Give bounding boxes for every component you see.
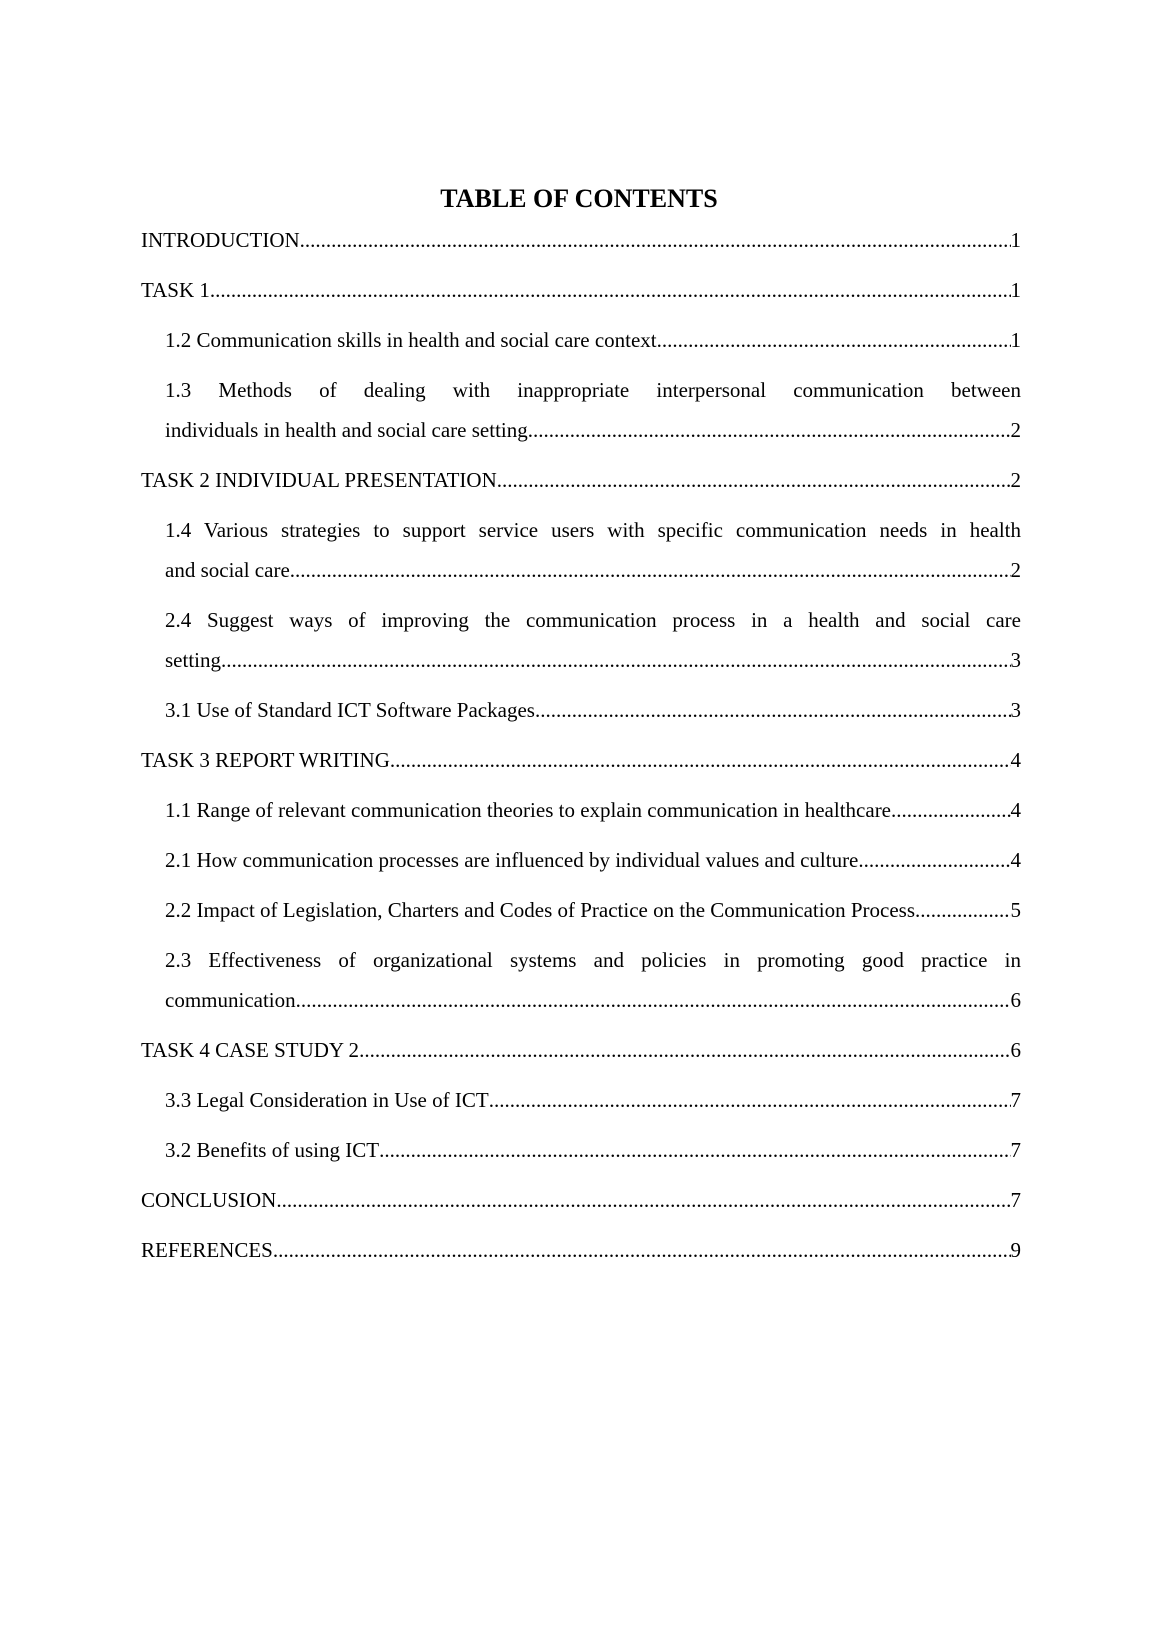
toc-entry-page: 2 xyxy=(1010,558,1021,582)
toc-title: TABLE OF CONTENTS xyxy=(440,184,718,213)
toc-entry-label: 2.1 How communication processes are influenced by individual values and culture xyxy=(165,848,859,872)
toc-entry-conclusion[interactable] xyxy=(141,1180,1021,1220)
toc-entry-page: 2 xyxy=(1010,468,1021,492)
dot-leader xyxy=(221,640,1011,680)
dot-leader xyxy=(379,1130,1010,1170)
toc-entry-label: TASK 3 REPORT WRITING xyxy=(141,748,390,772)
toc-entry-page: 1 xyxy=(1010,278,1021,302)
toc-entry-label: and social care xyxy=(165,558,290,582)
toc-entry-first-line: 1.4 Various strategies to support service users with specific communication needs in health xyxy=(165,518,1021,542)
toc-entry-task-2[interactable] xyxy=(141,460,1021,500)
toc-entry-label: REFERENCES xyxy=(141,1238,273,1262)
toc-entry-page: 4 xyxy=(1010,848,1021,872)
dot-leader xyxy=(300,220,1011,260)
toc-entry-1-1[interactable] xyxy=(141,790,1021,830)
toc-entry-label: TASK 4 CASE STUDY 2 xyxy=(141,1038,360,1062)
toc-entry-task-4[interactable] xyxy=(141,1030,1021,1070)
toc-entry-label: TASK 1 xyxy=(141,278,210,302)
dot-leader xyxy=(891,790,1010,830)
dot-leader xyxy=(359,1030,1010,1070)
toc-entry-page: 2 xyxy=(1010,418,1021,442)
toc-entry-page: 1 xyxy=(1010,328,1021,352)
toc-entry-label: individuals in health and social care setting xyxy=(165,418,528,442)
dot-leader xyxy=(535,690,1011,730)
toc-entry-2-4[interactable] xyxy=(141,600,1021,680)
toc-entry-page: 5 xyxy=(1010,898,1021,922)
toc-entry-label: 3.1 Use of Standard ICT Software Packages xyxy=(165,698,535,722)
toc-entry-2-2[interactable] xyxy=(141,890,1021,930)
dot-leader xyxy=(489,1080,1011,1120)
toc-entry-label: INTRODUCTION xyxy=(141,228,300,252)
toc-entry-label: CONCLUSION xyxy=(141,1188,277,1212)
toc-entry-page: 7 xyxy=(1010,1188,1021,1212)
toc-entry-page: 6 xyxy=(1010,988,1021,1012)
toc-entry-3-3[interactable] xyxy=(141,1080,1021,1120)
dot-leader xyxy=(390,740,1011,780)
toc-entry-label: 3.2 Benefits of using ICT xyxy=(165,1138,380,1162)
toc-entry-label: setting xyxy=(165,648,221,672)
dot-leader xyxy=(915,890,1011,930)
toc-entry-2-1[interactable] xyxy=(141,840,1021,880)
dot-leader xyxy=(528,410,1011,450)
dot-leader xyxy=(210,270,1011,310)
toc-entry-1-2[interactable] xyxy=(141,320,1021,360)
toc-list xyxy=(141,220,1021,1280)
toc-entry-page: 7 xyxy=(1010,1138,1021,1162)
toc-entry-page: 1 xyxy=(1010,228,1021,252)
toc-entry-label: 3.3 Legal Consideration in Use of ICT xyxy=(165,1088,489,1112)
toc-entry-task-3[interactable] xyxy=(141,740,1021,780)
dot-leader xyxy=(276,1180,1010,1220)
toc-entry-page: 6 xyxy=(1010,1038,1021,1062)
toc-entry-references[interactable] xyxy=(141,1230,1021,1270)
toc-entry-page: 7 xyxy=(1010,1088,1021,1112)
dot-leader xyxy=(497,460,1011,500)
toc-entry-label: 2.2 Impact of Legislation, Charters and Codes of Practice on the Communication Process xyxy=(165,898,915,922)
toc-entry-3-1[interactable] xyxy=(141,690,1021,730)
toc-entry-first-line: 2.3 Effectiveness of organizational systems and policies in promoting good practice in xyxy=(165,948,1021,972)
toc-entry-label: TASK 2 INDIVIDUAL PRESENTATION xyxy=(141,468,497,492)
dot-leader xyxy=(657,320,1011,360)
toc-entry-page: 3 xyxy=(1010,648,1021,672)
toc-entry-task-1[interactable] xyxy=(141,270,1021,310)
dot-leader xyxy=(296,980,1011,1020)
toc-entry-3-2[interactable] xyxy=(141,1130,1021,1170)
toc-entry-page: 4 xyxy=(1010,798,1021,822)
toc-entry-label: 1.2 Communication skills in health and social care context xyxy=(165,328,657,352)
toc-entry-2-3[interactable] xyxy=(141,940,1021,1020)
toc-entry-introduction[interactable] xyxy=(141,220,1021,260)
toc-entry-label: 1.1 Range of relevant communication theories to explain communication in healthcare xyxy=(165,798,892,822)
toc-entry-first-line: 2.4 Suggest ways of improving the communication process in a health and social care xyxy=(165,608,1021,632)
dot-leader xyxy=(273,1230,1011,1270)
dot-leader xyxy=(290,550,1011,590)
toc-entry-page: 4 xyxy=(1010,748,1021,772)
toc-entry-page: 3 xyxy=(1010,698,1021,722)
toc-entry-1-3[interactable] xyxy=(141,370,1021,450)
toc-entry-1-4[interactable] xyxy=(141,510,1021,590)
toc-entry-first-line: 1.3 Methods of dealing with inappropriate interpersonal communication between xyxy=(165,378,1021,402)
toc-entry-page: 9 xyxy=(1010,1238,1021,1262)
toc-entry-label: communication xyxy=(165,988,296,1012)
dot-leader xyxy=(858,840,1010,880)
